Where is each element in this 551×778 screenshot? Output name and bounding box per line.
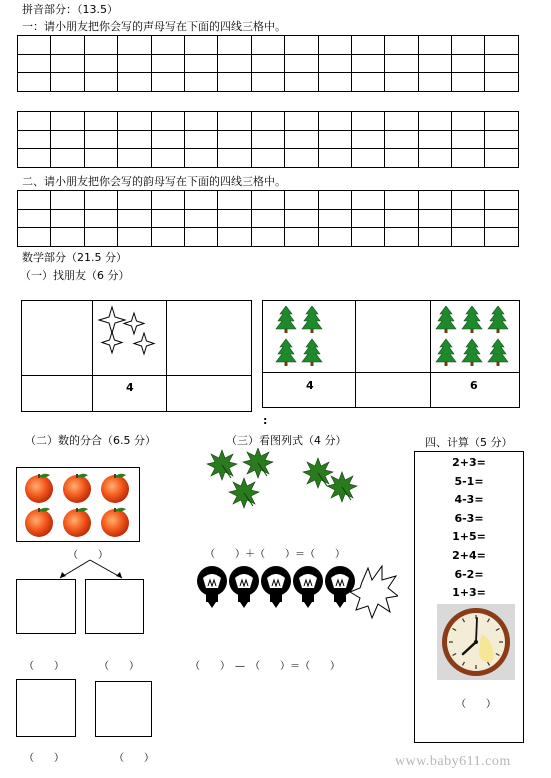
grid-cell[interactable] bbox=[385, 228, 418, 247]
grid-cell[interactable] bbox=[84, 36, 117, 55]
grid-cell[interactable] bbox=[51, 73, 84, 92]
light-bulb-icon bbox=[197, 566, 227, 608]
answer-box[interactable] bbox=[16, 579, 76, 634]
grid-cell[interactable] bbox=[251, 191, 284, 210]
tree-icon bbox=[462, 306, 482, 333]
clock-answer-paren[interactable]: （ ） bbox=[456, 699, 496, 710]
grid-cell[interactable] bbox=[218, 130, 251, 149]
match-right-number-1: 4 bbox=[306, 379, 314, 392]
grid-cell[interactable] bbox=[18, 209, 51, 228]
answer-box[interactable] bbox=[95, 681, 152, 737]
grid-cell[interactable] bbox=[485, 191, 519, 210]
grid-cell[interactable] bbox=[452, 149, 485, 168]
leaf-icon bbox=[327, 472, 357, 502]
four-line-grid-2 bbox=[17, 111, 519, 168]
grid-row bbox=[18, 130, 519, 149]
grid-row bbox=[18, 191, 519, 210]
match-box-left bbox=[21, 300, 252, 412]
grid-cell[interactable] bbox=[285, 73, 318, 92]
grid-cell[interactable] bbox=[285, 36, 318, 55]
grid-cell[interactable] bbox=[118, 36, 151, 55]
grid-cell[interactable] bbox=[251, 130, 284, 149]
tree-icon bbox=[462, 339, 482, 366]
grid-row bbox=[18, 36, 519, 55]
grid-cell[interactable] bbox=[318, 149, 351, 168]
grid-cell[interactable] bbox=[452, 191, 485, 210]
grid-row bbox=[18, 149, 519, 168]
grid-row bbox=[18, 228, 519, 247]
grid-cell[interactable] bbox=[351, 228, 384, 247]
grid-cell[interactable] bbox=[485, 209, 519, 228]
equation-addition[interactable]: （ ）＋（ ）＝（ ） bbox=[205, 549, 345, 560]
grid-cell[interactable] bbox=[418, 73, 451, 92]
grid-cell[interactable] bbox=[18, 54, 51, 73]
grid-cell[interactable] bbox=[418, 209, 451, 228]
grid-cell[interactable] bbox=[118, 228, 151, 247]
grid-cell[interactable] bbox=[118, 112, 151, 131]
grid-cell[interactable] bbox=[485, 54, 519, 73]
calculation-list bbox=[415, 454, 523, 603]
calculation-box bbox=[414, 451, 524, 743]
grid-cell[interactable] bbox=[318, 73, 351, 92]
leaf-icon bbox=[207, 450, 237, 480]
grid-cell[interactable] bbox=[418, 36, 451, 55]
grid-cell[interactable] bbox=[51, 112, 84, 131]
grid-cell[interactable] bbox=[351, 149, 384, 168]
grid-cell[interactable] bbox=[385, 209, 418, 228]
grid-cell[interactable] bbox=[151, 112, 184, 131]
grid-cell[interactable] bbox=[151, 149, 184, 168]
grid-cell[interactable] bbox=[318, 130, 351, 149]
tree-icon bbox=[488, 306, 508, 333]
grid-cell[interactable] bbox=[184, 191, 217, 210]
grid-cell[interactable] bbox=[385, 36, 418, 55]
grid-cell[interactable] bbox=[151, 36, 184, 55]
grid-cell[interactable] bbox=[51, 228, 84, 247]
grid-cell[interactable] bbox=[351, 209, 384, 228]
grid-cell[interactable] bbox=[485, 112, 519, 131]
calc-item[interactable]: 4-3= bbox=[454, 493, 484, 507]
grid-cell[interactable] bbox=[84, 209, 117, 228]
grid-cell[interactable] bbox=[184, 130, 217, 149]
grid-cell[interactable] bbox=[18, 112, 51, 131]
grid-cell[interactable] bbox=[151, 228, 184, 247]
grid-cell[interactable] bbox=[84, 54, 117, 73]
four-line-grid-3 bbox=[17, 190, 519, 247]
grid-cell[interactable] bbox=[51, 149, 84, 168]
math-header: 数学部分（21.5 分） bbox=[22, 251, 127, 264]
leaves-image bbox=[205, 448, 365, 518]
leaf-icon bbox=[303, 458, 333, 488]
grid-cell[interactable] bbox=[318, 36, 351, 55]
grid-cell[interactable] bbox=[251, 54, 284, 73]
match-box-right bbox=[262, 300, 520, 408]
grid-cell[interactable] bbox=[251, 149, 284, 168]
grid-cell[interactable] bbox=[84, 228, 117, 247]
grid-cell[interactable] bbox=[285, 191, 318, 210]
grid-cell[interactable] bbox=[118, 191, 151, 210]
pinyin-header: 拼音部分：（13.5） bbox=[22, 3, 118, 16]
grid-cell[interactable] bbox=[351, 36, 384, 55]
match-right-number-2: 6 bbox=[470, 379, 478, 392]
grid-cell[interactable] bbox=[485, 130, 519, 149]
grid-row bbox=[18, 73, 519, 92]
site-watermark: www.baby611.com bbox=[395, 754, 511, 769]
orange-icon bbox=[101, 474, 129, 503]
grid-cell[interactable] bbox=[285, 54, 318, 73]
grid-cell[interactable] bbox=[318, 112, 351, 131]
grid-cell[interactable] bbox=[51, 209, 84, 228]
answer-paren[interactable]: （ ） bbox=[114, 753, 154, 764]
grid-cell[interactable] bbox=[351, 73, 384, 92]
answer-box[interactable] bbox=[16, 679, 76, 737]
light-bulbs-image bbox=[196, 562, 398, 624]
grid-cell[interactable] bbox=[151, 209, 184, 228]
grid-cell[interactable] bbox=[452, 130, 485, 149]
grid-cell[interactable] bbox=[285, 130, 318, 149]
grid-cell[interactable] bbox=[18, 73, 51, 92]
grid-cell[interactable] bbox=[51, 191, 84, 210]
grid-cell[interactable] bbox=[452, 112, 485, 131]
grid-cell[interactable] bbox=[18, 36, 51, 55]
grid-cell[interactable] bbox=[385, 191, 418, 210]
tree-icon bbox=[436, 306, 456, 333]
grid-cell[interactable] bbox=[51, 36, 84, 55]
orange-icon bbox=[101, 508, 129, 537]
section3-title: （三）看图列式（4 分） bbox=[226, 434, 347, 447]
grid-cell[interactable] bbox=[218, 191, 251, 210]
calc-item[interactable]: 2+3= bbox=[452, 456, 486, 469]
light-bulb-icon bbox=[261, 566, 291, 608]
grid-cell[interactable] bbox=[285, 228, 318, 247]
grid-cell[interactable] bbox=[351, 191, 384, 210]
grid-cell[interactable] bbox=[351, 112, 384, 131]
grid-cell[interactable] bbox=[218, 54, 251, 73]
match-left-number: 4 bbox=[126, 381, 134, 394]
calc-item[interactable]: 1+3= bbox=[452, 586, 486, 600]
trees-group-1 bbox=[275, 306, 331, 368]
leaf-icon bbox=[229, 478, 259, 508]
answer-paren[interactable]: （ ） bbox=[99, 661, 139, 672]
grid-cell[interactable] bbox=[84, 73, 117, 92]
answer-paren[interactable]: （ ） bbox=[24, 753, 64, 764]
grid-cell[interactable] bbox=[218, 209, 251, 228]
grid-cell[interactable] bbox=[118, 209, 151, 228]
grid-cell[interactable] bbox=[184, 36, 217, 55]
grid-cell[interactable] bbox=[184, 149, 217, 168]
orange-icon bbox=[63, 508, 91, 537]
grid-cell[interactable] bbox=[318, 228, 351, 247]
grid-cell[interactable] bbox=[51, 54, 84, 73]
grid-cell[interactable] bbox=[418, 228, 451, 247]
grid-cell[interactable] bbox=[51, 130, 84, 149]
grid-cell[interactable] bbox=[285, 149, 318, 168]
grid-cell[interactable] bbox=[151, 73, 184, 92]
grid-cell[interactable] bbox=[151, 130, 184, 149]
orange-icon bbox=[25, 508, 53, 537]
grid-cell[interactable] bbox=[184, 73, 217, 92]
light-bulb-icon bbox=[229, 566, 259, 608]
grid-cell[interactable] bbox=[118, 130, 151, 149]
calc-item[interactable]: 1+5= bbox=[452, 530, 486, 544]
grid-cell[interactable] bbox=[285, 209, 318, 228]
calc-item[interactable]: 2+4= bbox=[452, 548, 486, 562]
four-line-grid-1 bbox=[17, 35, 519, 92]
grid-cell[interactable] bbox=[351, 54, 384, 73]
grid-cell[interactable] bbox=[452, 73, 485, 92]
tree-icon bbox=[276, 306, 296, 333]
grid-cell[interactable] bbox=[251, 112, 284, 131]
grid-cell[interactable] bbox=[18, 191, 51, 210]
grid-cell[interactable] bbox=[118, 54, 151, 73]
grid-cell[interactable] bbox=[285, 112, 318, 131]
orange-icon bbox=[63, 474, 91, 503]
grid-cell[interactable] bbox=[118, 73, 151, 92]
grid-cell[interactable] bbox=[452, 36, 485, 55]
grid-cell[interactable] bbox=[218, 73, 251, 92]
grid-cell[interactable] bbox=[251, 209, 284, 228]
grid-cell[interactable] bbox=[452, 209, 485, 228]
six-oranges-image bbox=[21, 471, 137, 539]
grid-cell[interactable] bbox=[118, 149, 151, 168]
grid-cell[interactable] bbox=[485, 73, 519, 92]
grid-cell[interactable] bbox=[84, 191, 117, 210]
burst-icon bbox=[350, 566, 398, 618]
grid-cell[interactable] bbox=[184, 54, 217, 73]
grid-cell[interactable] bbox=[452, 54, 485, 73]
calc-item[interactable]: 5-1= bbox=[454, 474, 484, 488]
grid-cell[interactable] bbox=[184, 209, 217, 228]
colon-mark: : bbox=[263, 414, 268, 427]
grid-cell[interactable] bbox=[151, 54, 184, 73]
grid-cell[interactable] bbox=[251, 73, 284, 92]
grid-cell[interactable] bbox=[84, 149, 117, 168]
calc-item[interactable]: 6-2= bbox=[454, 567, 484, 581]
grid-cell[interactable] bbox=[218, 36, 251, 55]
grid-row bbox=[18, 54, 519, 73]
trees-group-2 bbox=[435, 306, 515, 368]
section2-title: （二）数的分合（6.5 分） bbox=[25, 434, 156, 447]
grid-cell[interactable] bbox=[485, 228, 519, 247]
light-bulb-icon bbox=[293, 566, 323, 608]
grid-cell[interactable] bbox=[385, 130, 418, 149]
four-stars-icon bbox=[98, 305, 162, 361]
answer-paren[interactable]: （ ） bbox=[68, 550, 108, 561]
grid-cell[interactable] bbox=[385, 149, 418, 168]
grid-row bbox=[18, 112, 519, 131]
equation-subtraction[interactable]: （ ） — （ ）＝（ ） bbox=[190, 661, 340, 672]
tree-icon bbox=[302, 339, 322, 366]
grid-cell[interactable] bbox=[18, 149, 51, 168]
grid-cell[interactable] bbox=[385, 54, 418, 73]
grid-cell[interactable] bbox=[452, 228, 485, 247]
grid-cell[interactable] bbox=[151, 191, 184, 210]
pinyin-question-2: 二、请小朋友把你会写的韵母写在下面的四线三格中。 bbox=[22, 175, 286, 188]
answer-box[interactable] bbox=[85, 579, 144, 634]
grid-cell[interactable] bbox=[485, 149, 519, 168]
grid-cell[interactable] bbox=[318, 209, 351, 228]
grid-cell[interactable] bbox=[84, 112, 117, 131]
leaf-icon bbox=[243, 448, 273, 478]
grid-cell[interactable] bbox=[84, 130, 117, 149]
answer-paren[interactable]: （ ） bbox=[24, 661, 64, 672]
grid-cell[interactable] bbox=[385, 73, 418, 92]
section1-title: （一）找朋友（6 分） bbox=[20, 269, 130, 282]
grid-cell[interactable] bbox=[218, 112, 251, 131]
tree-icon bbox=[276, 339, 296, 366]
grid-cell[interactable] bbox=[351, 130, 384, 149]
tree-icon bbox=[488, 339, 508, 366]
pinyin-question-1: 一：请小朋友把你会写的声母写在下面的四线三格中。 bbox=[22, 20, 286, 33]
grid-cell[interactable] bbox=[485, 36, 519, 55]
grid-row bbox=[18, 209, 519, 228]
calc-item[interactable]: 6-3= bbox=[454, 511, 484, 525]
grid-cell[interactable] bbox=[18, 228, 51, 247]
grid-cell[interactable] bbox=[18, 130, 51, 149]
clock-icon bbox=[437, 604, 515, 680]
grid-cell[interactable] bbox=[218, 149, 251, 168]
grid-cell[interactable] bbox=[418, 54, 451, 73]
oranges-box bbox=[16, 467, 140, 542]
grid-cell[interactable] bbox=[418, 130, 451, 149]
orange-icon bbox=[25, 474, 53, 503]
light-bulb-icon bbox=[325, 566, 355, 608]
grid-cell[interactable] bbox=[251, 228, 284, 247]
grid-cell[interactable] bbox=[184, 228, 217, 247]
section4-title: 四、计算（5 分） bbox=[425, 436, 513, 449]
grid-cell[interactable] bbox=[184, 112, 217, 131]
grid-cell[interactable] bbox=[385, 112, 418, 131]
grid-cell[interactable] bbox=[318, 54, 351, 73]
tree-icon bbox=[302, 306, 322, 333]
grid-cell[interactable] bbox=[218, 228, 251, 247]
grid-cell[interactable] bbox=[418, 149, 451, 168]
grid-cell[interactable] bbox=[418, 112, 451, 131]
grid-cell[interactable] bbox=[318, 191, 351, 210]
grid-cell[interactable] bbox=[251, 36, 284, 55]
grid-cell[interactable] bbox=[418, 191, 451, 210]
tree-icon bbox=[436, 339, 456, 366]
